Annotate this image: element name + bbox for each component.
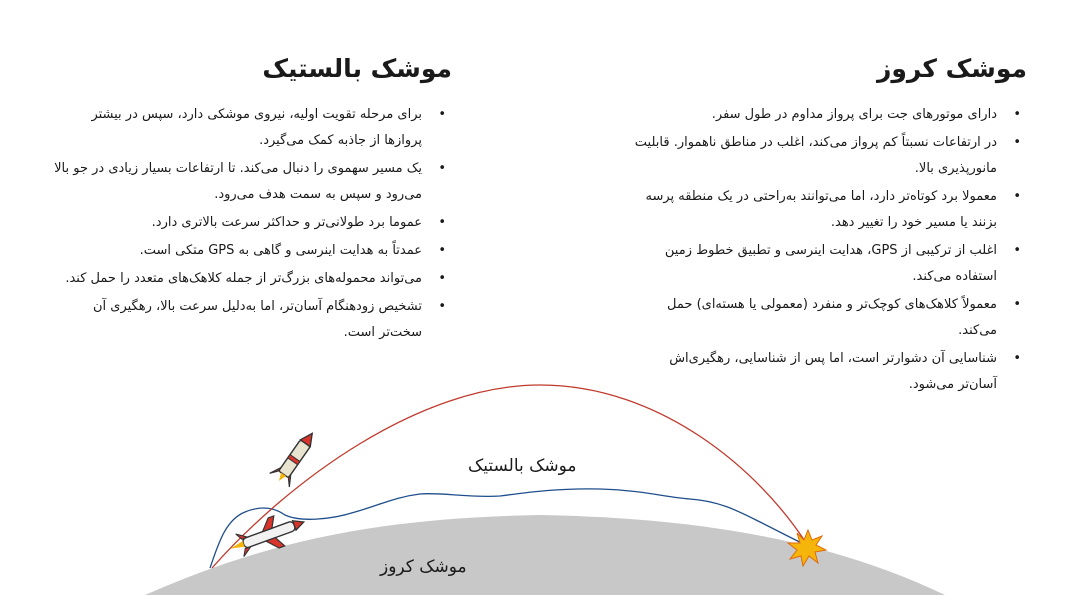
ballistic-column (52, 52, 452, 348)
ballistic-list (52, 102, 452, 346)
list-item: • شناسایی آن دشوارتر است، اما پس از شناسایی، رهگیری‌اش آسان‌تر می‌شود. (632, 346, 1027, 398)
cruise-list (632, 102, 1027, 398)
list-item: • اغلب از ترکیبی از GPS، هدایت اینرسی و تطبیق خطوط زمین استفاده می‌کند. (632, 238, 1027, 290)
list-item: • تشخیص زودهنگام آسان‌تر، اما به‌دلیل سرعت بالا، رهگیری آن سخت‌تر است. (52, 294, 452, 346)
cruise-title: موشک کروز (876, 54, 1027, 83)
cruise-column (632, 52, 1027, 400)
list-item: • در ارتفاعات نسبتاً کم پرواز می‌کند، اغلب در مناطق ناهموار. قابلیت مانورپذیری بالا. (632, 130, 1027, 182)
list-item: • می‌تواند محموله‌های بزرگ‌تر از جمله کلاهک‌های متعدد را حمل کند. (52, 266, 452, 292)
list-item: • معمولا برد کوتاه‌تر دارد، اما می‌توانند به‌راحتی در یک منطقه پرسه بزنند یا مسیر خود را تغییر دهد. (632, 184, 1027, 236)
ballistic-rocket-icon (269, 427, 322, 488)
list-item: • عموما برد طولانی‌تر و حداکثر سرعت بالاتری دارد. (52, 210, 452, 236)
ballistic-title: موشک بالستیک (262, 54, 452, 83)
list-item: • یک مسیر سهموی را دنبال می‌کند. تا ارتفاعات بسیار زیادی در جو بالا می‌رود و سپس به سمت هدف می‌رود. (52, 156, 452, 208)
trajectory-diagram (0, 370, 1080, 608)
list-item: • دارای موتورهای جت برای پرواز مداوم در طول سفر. (632, 102, 1027, 128)
list-item: • برای مرحله تقویت اولیه، نیروی موشکی دارد، سپس در بیشتر پروازها از جاذبه کمک می‌گیرد. (52, 102, 452, 154)
list-item: • معمولاً کلاهک‌های کوچک‌تر و منفرد (معمولی یا هسته‌ای) حمل می‌کند. (632, 292, 1027, 344)
ballistic-label: موشک بالستیک (468, 456, 577, 476)
list-item: • عمدتاً به هدایت اینرسی و گاهی به GPS متکی است. (52, 238, 452, 264)
cruise-label: موشک کروز (380, 557, 467, 577)
